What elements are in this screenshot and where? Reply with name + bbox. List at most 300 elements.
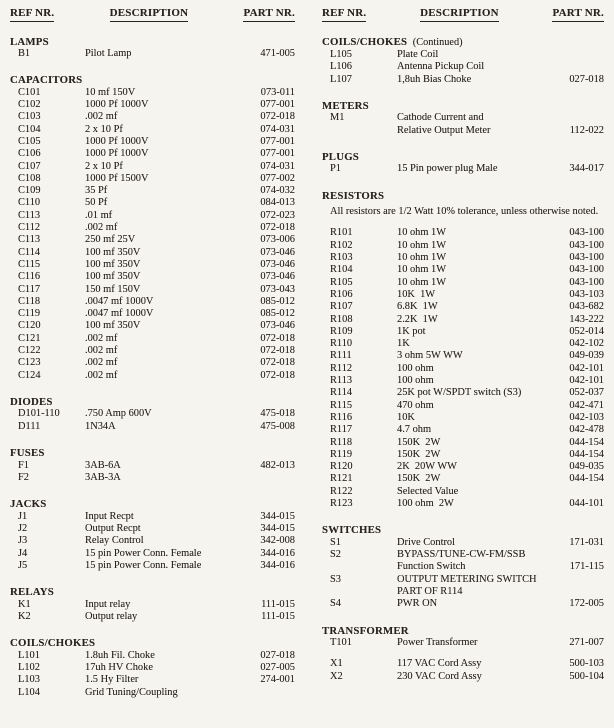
description-line: .002 mf (85, 345, 118, 357)
description-cell (85, 548, 256, 560)
part-nr-cell: 043-100 (569, 252, 604, 264)
parts-row (322, 658, 604, 670)
part-nr-cell: 042-101 (569, 362, 604, 374)
part-nr-cell: 482-013 (260, 459, 295, 471)
description-line: Relay Control (85, 535, 144, 547)
description-cell (397, 671, 565, 683)
parts-section (10, 447, 295, 484)
description-line: 117 VAC Cord Assy (397, 658, 482, 670)
part-nr-cell: 044-154 (569, 448, 604, 460)
ref-nr-cell: R104 (330, 264, 353, 276)
parts-section (10, 586, 295, 623)
parts-section (322, 625, 604, 683)
ref-nr-cell: R122 (330, 485, 353, 497)
parts-section (322, 190, 604, 511)
description-cell (397, 314, 565, 326)
parts-row (10, 308, 295, 320)
description-line: Selected Value (397, 485, 459, 497)
ref-nr-cell: J4 (18, 547, 28, 559)
description-line: .01 mf (85, 209, 113, 221)
ref-nr-cell: S2 (330, 549, 341, 561)
description-cell (85, 222, 256, 234)
description-cell (85, 687, 291, 699)
section-title-line (10, 586, 295, 599)
parts-section (10, 36, 295, 61)
parts-row (10, 234, 295, 246)
part-nr-cell: 049-035 (569, 461, 604, 473)
part-nr-cell: 043-100 (569, 239, 604, 251)
parts-row (322, 486, 604, 498)
ref-nr-cell: C103 (18, 111, 41, 123)
ref-nr-cell: C108 (18, 172, 41, 184)
section-title: COILS/CHOKES (10, 637, 96, 650)
part-nr-cell: 043-103 (569, 288, 604, 300)
parts-row (10, 611, 295, 623)
section-title: METERS (322, 99, 369, 112)
parts-row (322, 227, 604, 239)
ref-nr-cell: C121 (18, 332, 41, 344)
part-nr-cell: 072-018 (260, 357, 295, 369)
description-line: Output relay (85, 610, 138, 622)
description-cell (85, 511, 256, 523)
part-nr-cell: 049-039 (569, 350, 604, 362)
part-nr-cell: 072-018 (260, 369, 295, 381)
description-line: 2 x 10 Pf (85, 123, 123, 135)
section-title: SWITCHES (322, 524, 382, 537)
ref-nr-cell: C106 (18, 148, 41, 160)
description-cell (397, 400, 565, 412)
description-cell (397, 437, 565, 449)
ref-nr-cell: X2 (330, 670, 343, 682)
parts-row (322, 314, 604, 326)
description-line: BYPASS/TUNE-CW-FM/SSB (397, 549, 526, 561)
ref-nr-cell: C118 (18, 295, 41, 307)
section-title: RELAYS (10, 586, 55, 599)
part-nr-cell: 077-002 (260, 172, 295, 184)
ref-nr-cell: C115 (18, 258, 41, 270)
parts-row (10, 548, 295, 560)
parts-row (322, 461, 604, 473)
description-line: 10K (397, 411, 415, 423)
parts-row (10, 284, 295, 296)
part-nr-cell: 073-043 (260, 283, 295, 295)
ref-nr-cell: J2 (18, 522, 28, 534)
parts-row (10, 460, 295, 472)
description-line: .0047 mf 1000V (85, 295, 154, 307)
parts-row (10, 687, 295, 699)
part-nr-cell: 042-471 (569, 399, 604, 411)
part-nr-cell: 043-100 (569, 264, 604, 276)
parts-row (10, 320, 295, 332)
ref-nr-cell: C104 (18, 123, 41, 135)
description-cell (397, 412, 565, 424)
description-cell (397, 486, 600, 498)
ref-nr-cell: D111 (18, 420, 41, 432)
ref-nr-cell: R112 (330, 362, 353, 374)
description-cell (397, 74, 565, 86)
ref-nr-cell: R108 (330, 313, 353, 325)
part-nr-cell: 052-014 (569, 325, 604, 337)
section-title: DIODES (10, 395, 53, 408)
description-line: PART OF R114 (397, 586, 463, 597)
description-cell (397, 637, 565, 649)
parts-row (322, 350, 604, 362)
part-nr-cell: 072-018 (260, 345, 295, 357)
description-cell (85, 48, 256, 60)
description-cell (397, 537, 565, 549)
description-cell (85, 99, 256, 111)
part-nr-cell: 073-046 (260, 320, 295, 332)
description-line: 230 VAC Cord Assy (397, 670, 482, 682)
description-line: Function Switch (397, 561, 466, 573)
parts-section (10, 74, 295, 382)
description-line: 1000 Pf 1500V (85, 172, 149, 184)
description-cell (397, 61, 600, 73)
ref-nr-cell: C112 (18, 222, 41, 234)
description-cell (85, 421, 256, 433)
description-cell (85, 197, 256, 209)
ref-nr-cell: R116 (330, 411, 353, 423)
column-header (322, 7, 604, 22)
section-title: JACKS (10, 498, 47, 511)
part-nr-header: PART NR. (243, 7, 295, 22)
description-line: 100 mf 350V (85, 258, 141, 270)
description-line: 2K 20W WW (397, 461, 457, 473)
ref-nr-cell: R113 (330, 375, 353, 387)
description-cell (85, 124, 256, 136)
description-line: 10K 1W (397, 288, 436, 300)
description-line: 1000 Pf 1000V (85, 135, 149, 147)
description-cell (85, 599, 257, 611)
parts-row (10, 511, 295, 523)
section-title: CAPACITORS (10, 74, 83, 87)
parts-row (322, 264, 604, 276)
description-cell (397, 375, 565, 387)
description-cell (85, 210, 256, 222)
column-sections (322, 36, 604, 683)
description-line: 10 ohm 1W (397, 239, 447, 251)
ref-nr-header: REF NR. (10, 7, 54, 22)
section-title-line (10, 396, 295, 409)
part-nr-cell: 475-008 (260, 420, 295, 432)
description-cell (397, 363, 565, 375)
ref-nr-cell: K1 (18, 598, 31, 610)
section-rows (322, 227, 604, 510)
description-cell (85, 259, 256, 271)
parts-row (10, 370, 295, 382)
parts-row (10, 124, 295, 136)
part-nr-cell: 074-031 (260, 160, 295, 172)
description-line: 15 pin Power Conn. Female (85, 547, 202, 559)
part-nr-cell: 271-007 (569, 637, 604, 649)
description-line: 1K pot (397, 325, 426, 337)
section-rows (10, 599, 295, 624)
description-line: 100 ohm (397, 375, 434, 387)
description-line: 25K pot W/SPDT switch (S3) (397, 387, 522, 399)
parts-row (10, 650, 295, 662)
ref-nr-cell: L103 (18, 674, 40, 686)
description-cell (397, 598, 565, 610)
parts-row (10, 662, 295, 674)
description-cell (397, 549, 566, 574)
part-nr-cell: 043-100 (569, 227, 604, 239)
ref-nr-cell: S1 (330, 536, 341, 548)
description-line: Input relay (85, 598, 131, 610)
description-line: .002 mf (85, 222, 118, 234)
ref-nr-cell: R101 (330, 227, 353, 239)
description-cell (85, 523, 256, 535)
parts-row (322, 289, 604, 301)
parts-section (322, 36, 604, 86)
ref-nr-cell: R107 (330, 301, 353, 313)
section-title-suffix: (Continued) (410, 36, 463, 48)
description-cell (397, 227, 565, 239)
parts-row (10, 271, 295, 283)
description-cell (85, 284, 256, 296)
parts-row (322, 598, 604, 610)
ref-nr-cell: C124 (18, 369, 41, 381)
parts-row (10, 259, 295, 271)
parts-row (322, 437, 604, 449)
description-line: .002 mf (85, 357, 118, 369)
description-cell (85, 161, 256, 173)
parts-row (10, 296, 295, 308)
part-nr-cell: 085-012 (260, 308, 295, 320)
section-rows (10, 650, 295, 699)
description-line: 6.8K 1W (397, 301, 438, 313)
part-nr-cell: 074-032 (260, 185, 295, 197)
column-sections (10, 36, 295, 699)
ref-nr-cell: R102 (330, 239, 353, 251)
part-nr-cell: 085-012 (260, 295, 295, 307)
parts-row (322, 400, 604, 412)
parts-row (322, 412, 604, 424)
section-rows (322, 637, 604, 683)
section-rows (10, 87, 295, 382)
part-nr-cell: 042-101 (569, 375, 604, 387)
section-title-line (322, 625, 604, 638)
parts-row (322, 252, 604, 264)
parts-row (322, 375, 604, 387)
ref-nr-cell: L102 (18, 661, 40, 673)
description-line: 100 mf 350V (85, 246, 141, 258)
part-nr-cell: 274-001 (260, 674, 295, 686)
ref-nr-cell: L106 (330, 61, 352, 73)
description-line: Plate Coil (397, 49, 439, 60)
parts-row (10, 560, 295, 572)
ref-nr-cell: P1 (330, 163, 341, 175)
description-cell (397, 387, 565, 399)
parts-row (322, 240, 604, 252)
section-title: COILS/CHOKES (322, 35, 408, 48)
part-nr-cell: 084-013 (260, 197, 295, 209)
description-cell (397, 252, 565, 264)
description-cell (85, 560, 256, 572)
section-title: FUSES (10, 447, 45, 460)
description-line: 10 mf 150V (85, 86, 136, 98)
section-title-line (322, 524, 604, 537)
part-nr-cell: 073-006 (260, 234, 295, 246)
section-rows (322, 112, 604, 137)
description-cell (397, 574, 600, 599)
description-line: .0047 mf 1000V (85, 308, 154, 320)
description-cell (85, 460, 256, 472)
section-rows (10, 48, 295, 60)
ref-nr-cell: F1 (18, 459, 29, 471)
description-line: 470 ohm (397, 399, 434, 411)
ref-nr-cell: C110 (18, 197, 41, 209)
parts-row (322, 301, 604, 313)
ref-nr-cell: R123 (330, 498, 353, 510)
parts-row (10, 87, 295, 99)
description-line: 1000 Pf 1000V (85, 148, 149, 160)
part-nr-cell: 342-008 (260, 535, 295, 547)
part-nr-cell: 027-018 (260, 649, 295, 661)
description-cell (85, 136, 256, 148)
parts-row (322, 549, 604, 574)
description-cell (397, 498, 565, 510)
description-cell (85, 234, 256, 246)
description-line: 2.2K 1W (397, 313, 438, 325)
description-cell (85, 345, 256, 357)
parts-row (322, 671, 604, 683)
section-rows (10, 511, 295, 572)
parts-row (10, 210, 295, 222)
parts-row (322, 363, 604, 375)
ref-nr-cell: R109 (330, 325, 353, 337)
parts-row (10, 99, 295, 111)
ref-nr-cell: S4 (330, 598, 341, 610)
description-cell (397, 289, 565, 301)
parts-section (10, 637, 295, 699)
description-line: Output Recpt (85, 522, 141, 534)
description-cell (397, 449, 565, 461)
description-cell (397, 424, 565, 436)
description-cell (397, 326, 565, 338)
description-cell (85, 650, 256, 662)
part-nr-cell: 143-222 (569, 313, 604, 325)
description-line: 1K (397, 338, 410, 350)
part-nr-cell: 172-005 (569, 598, 604, 610)
parts-row (10, 197, 295, 209)
ref-nr-cell: C120 (18, 320, 41, 332)
parts-row (10, 247, 295, 259)
part-nr-cell: 043-100 (569, 276, 604, 288)
description-line: 1N34A (85, 420, 116, 432)
description-line: Power Transformer (397, 637, 478, 649)
parts-row (10, 523, 295, 535)
part-nr-cell: 042-478 (569, 424, 604, 436)
description-line: 10 ohm 1W (397, 264, 447, 276)
ref-nr-cell: R120 (330, 461, 353, 473)
ref-nr-cell: R115 (330, 399, 353, 411)
description-line: 1,8uh Bias Choke (397, 73, 472, 85)
part-nr-cell: 052-037 (569, 387, 604, 399)
ref-nr-cell: C119 (18, 308, 41, 320)
section-title: TRANSFORMER (322, 624, 409, 637)
description-line: .002 mf (85, 369, 118, 381)
description-line: Cathode Current and (397, 112, 484, 124)
section-title-line (322, 151, 604, 164)
parts-row (10, 161, 295, 173)
description-line: Drive Control (397, 536, 456, 548)
parts-row (10, 674, 295, 686)
ref-nr-cell: R111 (330, 350, 352, 362)
parts-row (10, 345, 295, 357)
description-cell (85, 408, 256, 420)
part-nr-cell: 344-017 (569, 163, 604, 175)
ref-nr-cell: R119 (330, 448, 353, 460)
description-cell (85, 674, 256, 686)
section-title-line (10, 36, 295, 49)
description-line: PWR ON (397, 598, 438, 610)
parts-row (322, 338, 604, 350)
description-line: 150K 2W (397, 473, 441, 485)
column-header (10, 7, 295, 22)
parts-row (322, 537, 604, 549)
description-cell (85, 333, 256, 345)
parts-section (10, 498, 295, 572)
parts-row (322, 498, 604, 510)
ref-nr-cell: C123 (18, 357, 41, 369)
ref-nr-cell: R117 (330, 424, 353, 436)
description-line: 10 ohm 1W (397, 252, 447, 264)
parts-row (10, 357, 295, 369)
parts-row (10, 148, 295, 160)
part-nr-cell: 112-022 (569, 124, 604, 136)
description-line: 100 ohm 2W (397, 498, 454, 510)
parts-row (322, 326, 604, 338)
description-line: Relative Output Meter (397, 124, 491, 136)
parts-row (10, 222, 295, 234)
part-nr-cell: 027-018 (569, 73, 604, 85)
ref-nr-cell: R105 (330, 276, 353, 288)
part-nr-cell: 500-104 (569, 670, 604, 682)
section-rows (322, 49, 604, 86)
description-line: 17uh HV Choke (85, 661, 153, 673)
parts-row (322, 277, 604, 289)
description-line: 150 mf 150V (85, 283, 141, 295)
ref-nr-cell: R106 (330, 288, 353, 300)
description-cell (85, 271, 256, 283)
description-cell (85, 148, 256, 160)
description-line: 2 x 10 Pf (85, 160, 123, 172)
description-line: Antenna Pickup Coil (397, 61, 485, 73)
part-nr-cell: 171-115 (569, 561, 604, 573)
description-line: 100 mf 350V (85, 320, 141, 332)
ref-nr-cell: R114 (330, 387, 353, 399)
ref-nr-cell: X1 (330, 658, 343, 670)
section-rows (10, 408, 295, 433)
description-line: OUTPUT METERING SWITCH (397, 573, 537, 585)
section-title: LAMPS (10, 35, 49, 48)
parts-row (322, 112, 604, 137)
parts-row (10, 136, 295, 148)
parts-row (10, 173, 295, 185)
part-nr-cell: 073-046 (260, 258, 295, 270)
parts-section (322, 100, 604, 137)
part-nr-cell: 044-101 (569, 498, 604, 510)
ref-nr-cell: L104 (18, 686, 40, 698)
description-line: 150K 2W (397, 436, 441, 448)
description-line: Input Recpt (85, 510, 134, 522)
description-line: 35 Pf (85, 185, 108, 197)
part-nr-cell: 471-005 (260, 48, 295, 59)
section-title: RESISTORS (322, 189, 385, 202)
description-line: 50 Pf (85, 197, 108, 209)
description-line: 15 Pin power plug Male (397, 163, 498, 175)
description-line: Pilot Lamp (85, 48, 132, 59)
